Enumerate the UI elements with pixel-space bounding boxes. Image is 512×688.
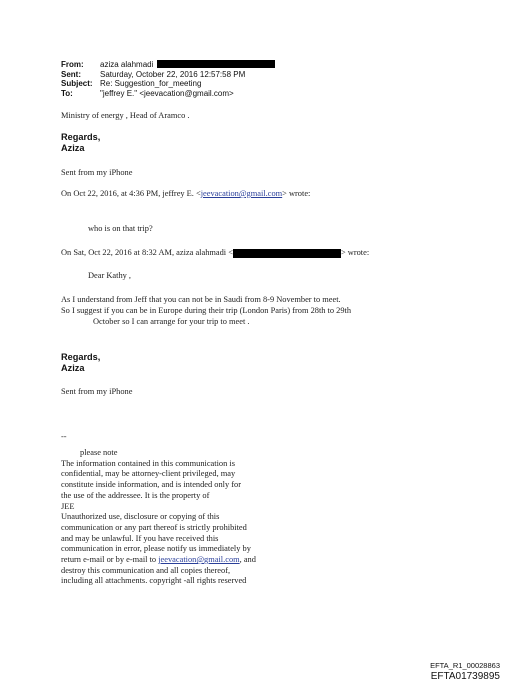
disclaimer-line: the use of the addressee. It is the property of <box>61 490 210 500</box>
disclaimer-line: JEE <box>61 501 75 511</box>
regards-text-2: Regards, <box>61 352 101 362</box>
from-row <box>61 60 275 70</box>
sent-label: Sent: <box>61 69 81 79</box>
disclaimer-line: including all attachments. copyright -all rights reserved <box>61 576 247 586</box>
quote-header-1 <box>61 189 310 198</box>
email-link[interactable]: jeevacation@gmail.com <box>158 555 240 565</box>
disclaimer-line: Unauthorized use, disclosure or copying of this <box>61 512 220 522</box>
from-label: From: <box>61 60 84 69</box>
quote2-suffix: > wrote: <box>340 248 370 257</box>
disclaimer-line: destroy this communication and all copies thereof, <box>61 565 231 575</box>
redaction-bar <box>157 60 275 68</box>
greeting: Dear Kathy , <box>88 271 132 280</box>
email-link[interactable]: jeevacation@gmail.com <box>200 189 283 198</box>
to-row <box>61 89 275 99</box>
quote2-prefix: On Sat, Oct 22, 2016 at 8:32 AM, aziza alahmadi < <box>61 248 233 257</box>
who-question: who is on that trip? <box>88 224 153 233</box>
redaction-bar <box>233 249 341 258</box>
signature-name: Aziza <box>61 143 85 153</box>
email-header <box>61 60 275 98</box>
email-line-prefix: return e-mail or by e-mail to <box>61 555 159 565</box>
disclaimer-line: communication or any part thereof is strictly prohibited <box>61 522 247 532</box>
from-value: aziza alahmadi <box>100 60 154 69</box>
subject-label: Subject: <box>61 79 93 88</box>
to-label: To: <box>61 88 73 98</box>
disclaimer-email-line <box>61 555 256 566</box>
paragraph-line-3: October so I can arrange for your trip to meet . <box>93 317 250 326</box>
sent-from-iphone-2: Sent from my iPhone <box>61 387 133 396</box>
disclaimer-block <box>61 448 256 587</box>
sent-from-iphone: Sent from my iPhone <box>61 168 133 177</box>
email-line-suffix: , and <box>239 555 256 565</box>
disclaimer-line: and may be unlawful. If you have received this <box>61 533 219 543</box>
subject-value: Re: Suggestion_for_meeting <box>100 79 202 88</box>
disclaimer-line: communication in error, please notify us immediately by <box>61 544 251 554</box>
quote1-suffix: > wrote: <box>282 189 311 198</box>
signature-dashes: -- <box>61 432 67 441</box>
document-id-efta: EFTA01739895 <box>430 671 500 682</box>
quote1-prefix: On Oct 22, 2016, at 4:36 PM, jeffrey E. < <box>61 189 201 198</box>
document-id-r1: EFTA_R1_00028863 <box>430 661 500 670</box>
to-value: "jeffrey E." <jeevacation@gmail.com> <box>100 88 234 98</box>
signature-name-2: Aziza <box>61 363 85 373</box>
ministry-line: Ministry of energy , Head of Aramco . <box>61 111 190 120</box>
paragraph-line-1: As I understand from Jeff that you can not be in Saudi from 8-9 November to meet. <box>61 295 341 304</box>
regards-text: Regards, <box>61 132 101 142</box>
disclaimer-line: constitute inside information, and is intended only for <box>61 480 242 490</box>
sent-value: Saturday, October 22, 2016 12:57:58 PM <box>100 69 246 79</box>
quote-header-2 <box>61 248 369 258</box>
sent-row <box>61 70 275 80</box>
subject-row <box>61 79 275 89</box>
paragraph-line-2: So I suggest if you can be in Europe during their trip (London Paris) from 28th to 29th <box>61 306 352 315</box>
disclaimer-line: confidential, may be attorney-client privileged, may <box>61 469 236 479</box>
please-note: please note <box>80 448 118 457</box>
disclaimer-line: The information contained in this communication is <box>61 458 235 468</box>
